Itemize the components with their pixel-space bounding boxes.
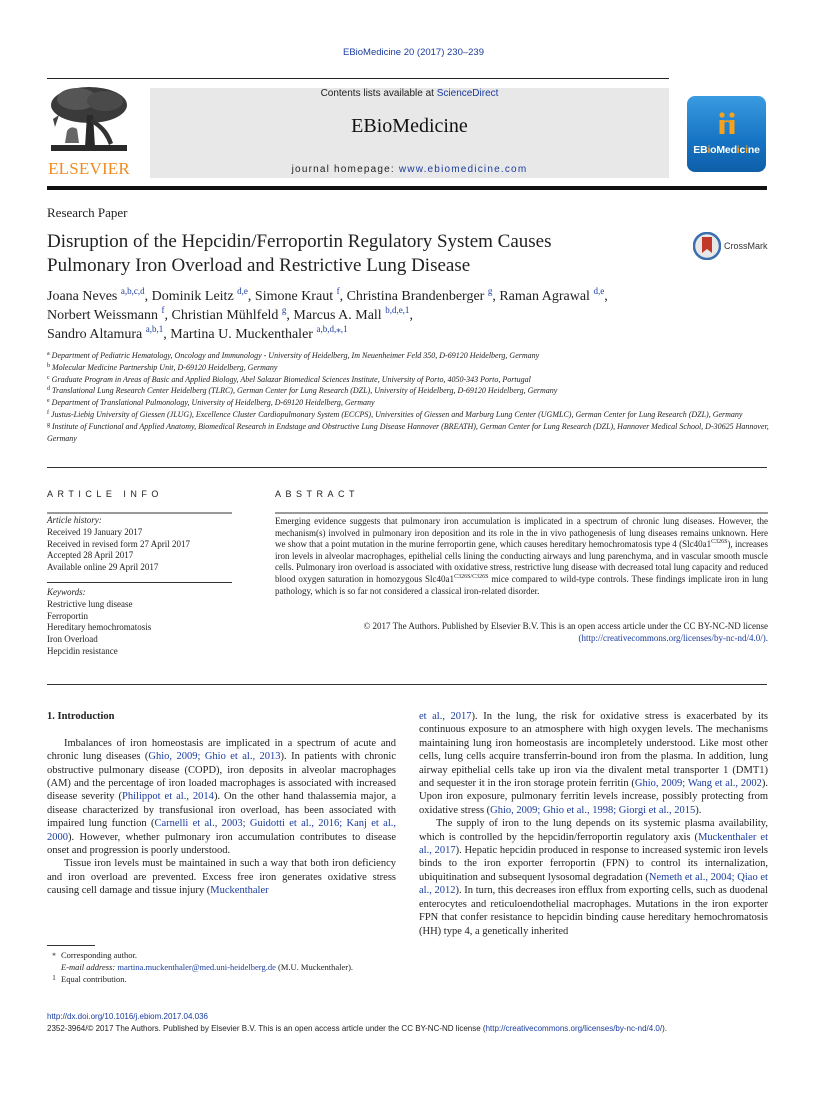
author-name: Norbert Weissmann (47, 308, 158, 323)
paragraph-text: ). In the lung, the risk for oxidative stress is exacerbated by its continuous exposure to an atmosphere with high oxygen levels. The mechanisms maintaining lung iron homeostasis are incompletely understood. Like most other cells, lung cells acquire transferrin-bound iron from the plasma. In addition, lung airway epithelial cells take up iron via the divalent metal transporter 1 (DMT1) and sequester it in the iron storage protein ferritin ( (419, 711, 769, 790)
author[interactable] (47, 286, 145, 304)
doi-link[interactable]: http://dx.doi.org/10.1016/j.ebiom.2017.04.036 (47, 1012, 209, 1021)
cover-text-part: EB (693, 144, 708, 156)
abstract-bottom-divider (47, 684, 767, 685)
body-paragraph (419, 710, 768, 817)
affiliation-key: c (47, 374, 50, 381)
contents-line (150, 88, 669, 99)
citation-link[interactable]: Carnelli et al., 2003; Guidotti et al., 2016; Kanj et al., 2000 (47, 818, 396, 843)
issn-license-line (47, 1024, 667, 1033)
affiliation-item (47, 397, 769, 409)
author-separator: , (604, 289, 608, 304)
affiliation-item (47, 374, 769, 386)
body-column-left (47, 710, 396, 898)
citation-link[interactable]: Muckenthaler (210, 885, 269, 897)
affiliation-text: Graduate Program in Areas of Basic and Applied Biology, Abel Salazar Biomedical Sciences Institute, University of Porto, 4050-343 Porto, Portugal (51, 374, 531, 384)
author-affiliation-sup[interactable]: f (161, 305, 165, 315)
affiliation-text: Justus-Liebig University of Giessen (JLUG), Excellence Cluster Cardiopulmonary System (ECCPS), Universities of Giessen and Marburg Lung Center (UGMLC), German Center for Lung Research (DZL), Germany (51, 409, 743, 419)
copyright-text: © 2017 The Authors. Published by Elsevier B.V. This is an open access article under the CC BY-NC-ND license (363, 621, 768, 631)
article-title-line2: Pulmonary Iron Overload and Restrictive Lung Disease (47, 255, 471, 276)
affiliation-key: a (47, 351, 50, 357)
article-history (47, 515, 232, 574)
abstract-text (275, 516, 768, 597)
history-item: Available online 29 April 2017 (47, 562, 159, 573)
crossmark-icon (693, 232, 721, 260)
author[interactable] (293, 305, 410, 323)
crossmark-button[interactable] (693, 232, 773, 262)
author[interactable] (170, 324, 348, 342)
top-divider (47, 78, 669, 79)
keyword-item: Restrictive lung disease (47, 598, 133, 609)
citation-link[interactable]: Ghio, 2009; Ghio et al., 1998; Giorgi et al., 2015 (490, 804, 696, 816)
author-affiliation-sup[interactable]: d,e (237, 286, 248, 296)
cover-text-part: ne (747, 144, 760, 156)
author-separator: , (492, 289, 500, 304)
paragraph-text: The supply of iron to the lung depends on its systemic plasma availability, which is controlled by the hepcidin/ferroportin regulatory axis ( (419, 818, 768, 843)
abstract-text-part: ), increases iron levels in alveolar macrophages, epithelial cells lining the conducting airways and lung parenchyma, and in vascular smooth muscle cells. Pulmonary iron overload is associated with oxidative stress, restrictive lung disease with decreased total lung capacity and reduced blood oxygen saturation in homozygous Slc40a1 (275, 539, 768, 584)
ebiomedicine-people-icon (717, 112, 737, 136)
section-heading-introduction: 1. Introduction (47, 711, 115, 722)
journal-citation-link[interactable]: EBioMedicine 20 (2017) 230–239 (342, 47, 484, 58)
author-name: Simone Kraut (254, 289, 334, 304)
footnote-text: Equal contribution. (61, 974, 127, 985)
contents-prefix: Contents lists available at (320, 88, 437, 99)
author-name: Martina U. Muckenthaler (170, 327, 313, 342)
author-affiliation-sup[interactable]: a,b,c,d (120, 286, 145, 296)
footnote-mark: ⁎ (52, 950, 56, 958)
author-affiliation-sup[interactable]: a,b,d,⁎,1 (316, 324, 348, 334)
author-affiliation-sup[interactable]: g (281, 305, 287, 315)
affiliation-key: f (47, 409, 49, 416)
body-paragraph (419, 817, 768, 938)
author[interactable] (47, 324, 164, 342)
email-footnote (47, 962, 396, 974)
email-suffix: (M.U. Muckenthaler). (275, 961, 354, 972)
footnote-mark: 1 (52, 974, 56, 983)
paragraph-text: Tissue iron levels must be maintained in such a way that both iron deficiency and iron overload are prevented. Excess free iron generates oxidative stress causing cell damage and tissue injury ( (47, 858, 396, 897)
affiliation-item (47, 350, 769, 362)
cover-text-part: i (745, 144, 748, 156)
affiliation-text: Molecular Medicine Partnership Unit, D-69120 Heidelberg, Germany (52, 362, 278, 372)
author-affiliation-sup[interactable]: f (336, 286, 340, 296)
journal-masthead (150, 88, 669, 178)
author-name: Dominik Leitz (151, 289, 234, 304)
issn-suffix: ). (662, 1024, 667, 1033)
author-separator: , (339, 289, 347, 304)
author-name: Christina Brandenberger (346, 289, 485, 304)
elsevier-wordmark: ELSEVIER (48, 159, 130, 178)
article-type: Research Paper (47, 205, 128, 220)
homepage-line (150, 164, 669, 175)
author-separator: , (164, 308, 172, 323)
abstract-text-part: mice compared to wild-type controls. These findings implicate iron in lung pathology, which is so far not considered a classical iron-related disorder. (275, 573, 768, 596)
affiliation-key: b (47, 362, 50, 369)
paragraph-text: ). On the other hand thalassemia major, a disease characterized by transfusional iron overload, has been associated with impaired lung function ( (47, 791, 396, 830)
affiliation-key: d (47, 386, 50, 393)
author-name: Joana Neves (47, 289, 118, 304)
allele-superscript: C326S/C326S (454, 573, 489, 580)
cover-text-part: oMed (710, 144, 737, 156)
author-list (47, 287, 767, 344)
keyword-item: Hereditary hemochromatosis (47, 622, 152, 633)
abstract-copyright (275, 621, 768, 644)
author-name: Marcus A. Mall (293, 308, 382, 323)
ebiomedicine-cover-logo[interactable] (687, 96, 766, 172)
author[interactable] (47, 305, 165, 323)
equal-contribution-footnote (47, 973, 396, 986)
header-thick-divider (47, 186, 767, 190)
author-affiliation-sup[interactable]: b,d,e,1 (385, 305, 410, 315)
keyword-item: Iron Overload (47, 634, 98, 645)
author-separator: , (286, 308, 294, 323)
affiliation-text: Department of Pediatric Hematology, Oncology and Immunology - University of Heidelberg, Im Neuenheimer Feld 350, D-69120 Heidelberg, Germany (51, 351, 540, 360)
citation-link[interactable]: Muckenthaler et al., 2017 (419, 831, 768, 857)
citation-link[interactable]: Nemeth et al., 2004; Qiao et al., 2012 (419, 871, 768, 897)
paragraph-text: ). In turn, this decreases iron efflux from exporting cells, such as duodenal enterocytes and reticuloendothelial macrophages. Mutations in the iron exporter FPN that confer resistance to hepcidin binding cause hereditary hemochromatosis (HH) type 4, a genetically inherited (419, 885, 769, 937)
article-info-heading: ARTICLE INFO (47, 489, 163, 499)
cover-text-part: i (707, 144, 711, 156)
cover-text-part: c (739, 144, 746, 156)
history-item: Accepted 28 April 2017 (47, 550, 134, 561)
homepage-prefix: journal homepage: (291, 164, 399, 175)
keywords-label: Keywords: (47, 587, 86, 597)
author[interactable] (151, 286, 248, 304)
license-link[interactable]: (http://creativecommons.org/licenses/by-nc-nd/4.0/). (578, 632, 768, 643)
keywords-divider (47, 582, 232, 583)
cover-text-part: i (736, 144, 740, 156)
elsevier-logo[interactable] (47, 85, 131, 180)
author[interactable] (171, 305, 287, 323)
citation-link[interactable]: et al., 2017 (419, 711, 472, 722)
paragraph-text: ). (695, 804, 702, 816)
keywords (47, 587, 232, 658)
footnote-text: Corresponding author. (61, 950, 138, 960)
body-column-right (419, 710, 768, 938)
paragraph-text: Imbalances of iron homeostasis are implicated in a spectrum of acute and chronic lung diseases ( (47, 737, 396, 763)
paragraph-text: ). Hepatic hepcidin produced in response to increased systemic iron levels binds to the iron exporter ferroportin (FPN) to control its internalization, ubiquitination and subsequent lysosomal degradation ( (419, 845, 769, 883)
affiliation-key: g (47, 421, 50, 428)
crossmark-label: CrossMark (724, 241, 768, 251)
author-name: Raman Agrawal (499, 289, 590, 304)
paragraph-text: ). Upon iron exposure, pulmonary ferritin levels increase, possibly protecting from oxidative stress ( (419, 778, 768, 816)
paragraph-text: ). However, whether pulmonary iron accumulation contributes to disease onset and progression is poorly understood. (47, 831, 396, 857)
affiliation-list (47, 350, 769, 444)
body-paragraph (47, 857, 396, 897)
keyword-item: Ferroportin (47, 610, 88, 621)
author-separator: , (247, 289, 255, 304)
citation-link[interactable]: Ghio, 2009; Wang et al., 2002 (634, 778, 762, 790)
keyword-item: Hepcidin resistance (47, 645, 118, 656)
author[interactable] (346, 286, 493, 304)
affiliation-item (47, 362, 769, 374)
citation-link[interactable]: Ghio, 2009; Ghio et al., 2013 (148, 751, 281, 763)
article-title (47, 230, 647, 278)
elsevier-tree-icon (47, 85, 131, 157)
author-affiliation-sup[interactable]: g (487, 286, 493, 296)
author-separator: , (409, 308, 413, 323)
author-affiliation-sup[interactable]: a,b,1 (145, 324, 164, 334)
allele-superscript: C326S (711, 539, 728, 546)
affiliation-text: Institute of Functional and Applied Anatomy, Biomedical Research in Endstage and Obstructive Lung Disease Hannover (BREATH), German Center for Lung Research (DZL), Hannover Medical School, D-30625 Hannover, Germany (47, 421, 769, 443)
journal-homepage-link[interactable]: www.ebiomedicine.com (398, 164, 528, 175)
affiliation-text: Translational Lung Research Center Heidelberg (TLRC), German Center for Lung Research (DZL), University of Heidelberg, D-69120 Heidelberg, Germany (52, 386, 558, 396)
history-item: Received 19 January 2017 (47, 526, 143, 537)
issn-text: 2352-3964/© 2017 The Authors. Published by Elsevier B.V. This is an open access article under the CC BY-NC-ND license ( (47, 1024, 486, 1033)
corresponding-author-footnote (47, 949, 396, 962)
affiliation-item (47, 421, 769, 445)
abstract-rule (275, 512, 768, 514)
history-item: Received in revised form 27 April 2017 (47, 538, 190, 549)
author-affiliation-sup[interactable]: d,e (593, 286, 605, 296)
footer-license-link[interactable]: http://creativecommons.org/licenses/by-nc-nd/4.0/ (485, 1024, 663, 1033)
affiliation-item (47, 409, 769, 421)
citation-link[interactable]: Philippot et al., 2014 (122, 791, 214, 803)
article-title-line1: Disruption of the Hepcidin/Ferroportin Regulatory System Causes (47, 231, 552, 252)
author[interactable] (499, 286, 605, 304)
sciencedirect-link[interactable]: ScienceDirect (436, 88, 499, 99)
article-info-rule (47, 512, 232, 514)
affiliation-text: Department of Translational Pulmonology, University of Heidelberg, D-69120 Heidelberg, Germany (51, 398, 375, 408)
cover-logo-text (687, 144, 766, 156)
footnotes (47, 949, 396, 986)
footnote-divider (47, 945, 95, 946)
body-paragraph (47, 737, 396, 858)
author[interactable] (254, 286, 340, 304)
abstract-heading: ABSTRACT (275, 489, 360, 499)
abstract-text-part: Emerging evidence suggests that pulmonary iron accumulation is implicated in a spectrum of chronic lung diseases. However, the mechanism(s) involved in pulmonary iron deposition and its role in the in vivo pathogenesis of lung diseases remains unknown. Here we show that a point mutation in the murine ferroportin gene, which causes hereditary hemochromatosis type 4 (Slc40a1 (275, 516, 768, 550)
affiliation-item (47, 385, 769, 397)
author-separator: , (144, 289, 152, 304)
affiliation-key: e (47, 398, 50, 405)
author-name: Sandro Altamura (47, 327, 143, 342)
paragraph-text: ). In patients with chronic obstructive pulmonary disease (COPD), iron deposits in alveolar macrophages (AM) and the percentage of iron loaded macrophages is associated with increased disease severity ( (47, 751, 396, 803)
author-name: Christian Mühlfeld (171, 308, 279, 323)
email-label: E-mail address: (61, 961, 116, 972)
journal-title: EBioMedicine (351, 115, 468, 137)
author-separator: , (163, 327, 171, 342)
email-link[interactable]: martina.muckenthaler@med.uni-heidelberg.de (117, 961, 276, 972)
article-history-label: Article history: (47, 515, 102, 525)
affiliations-divider (47, 467, 767, 468)
